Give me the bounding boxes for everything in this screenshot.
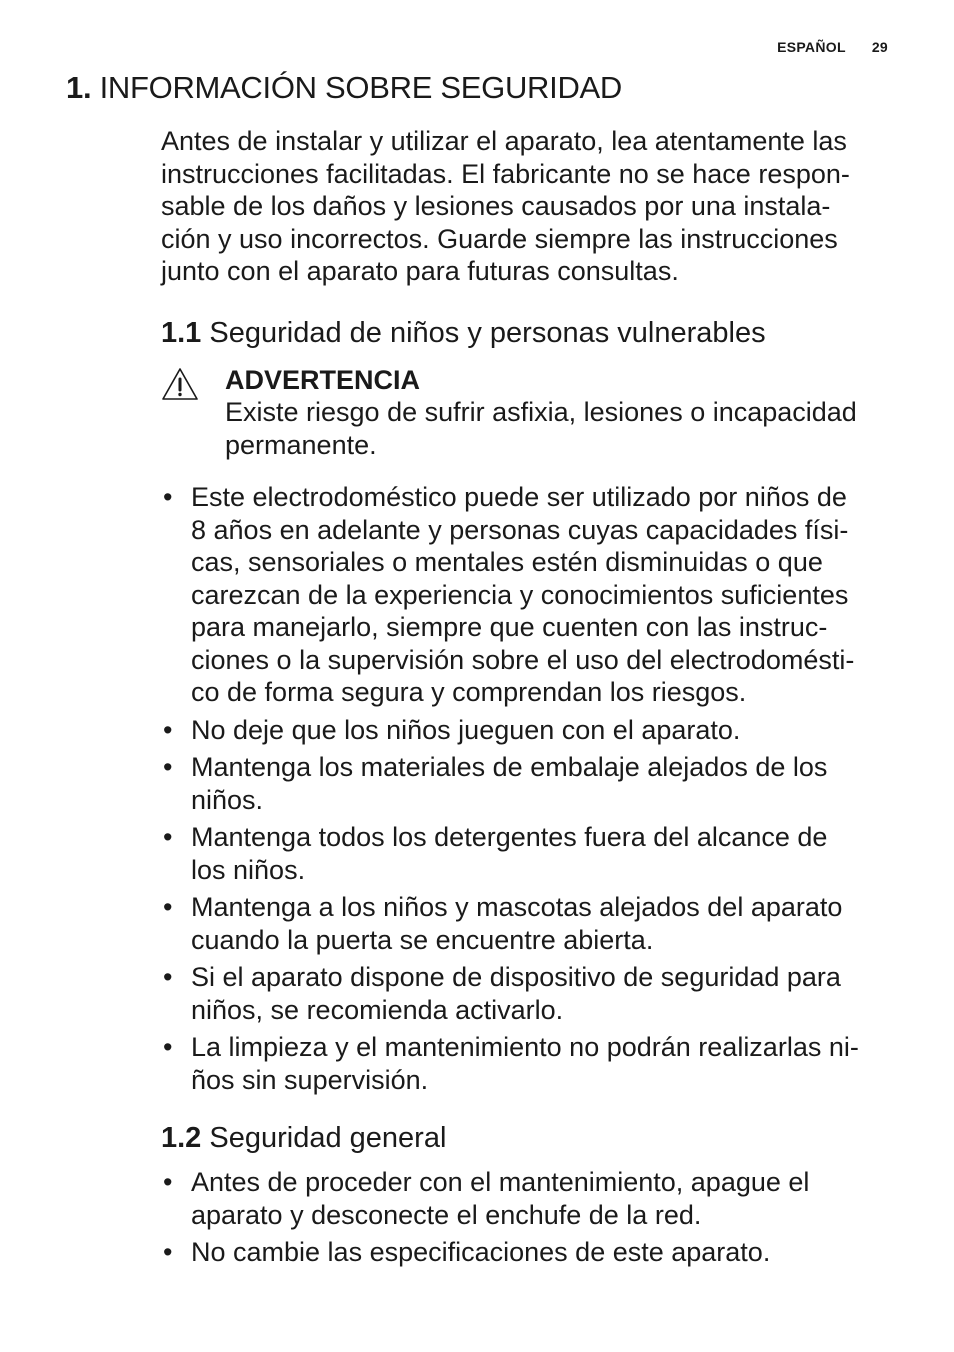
- intro-line: sable de los daños y lesiones causados por una instala-: [161, 191, 831, 221]
- list-item-line: co de forma segura y comprendan los riesgos.: [191, 677, 747, 707]
- subsection-title: Seguridad general: [209, 1122, 447, 1154]
- section-number: 1.: [66, 70, 92, 105]
- warning-line: permanente.: [225, 429, 377, 460]
- list-item: [161, 1031, 891, 1096]
- list-item-line: Este electrodoméstico puede ser utilizado por niños de: [191, 482, 847, 512]
- warning-box: [161, 364, 891, 462]
- children-safety-list: [161, 481, 891, 1096]
- subsection-number: 1.2: [161, 1122, 202, 1154]
- list-item: [161, 714, 891, 747]
- warning-triangle-icon: [161, 367, 199, 401]
- warning-title: ADVERTENCIA: [225, 364, 421, 395]
- list-item-line: ños sin supervisión.: [191, 1064, 429, 1095]
- list-item: [161, 1166, 891, 1231]
- intro-paragraph: [161, 125, 891, 288]
- list-item-line: los niños.: [191, 854, 306, 885]
- list-item-line: niños, se recomienda activarlo.: [191, 994, 564, 1025]
- section-title: INFORMACIÓN SOBRE SEGURIDAD: [99, 70, 622, 105]
- language-label: ESPAÑOL: [777, 39, 846, 55]
- general-safety-list: [161, 1166, 891, 1269]
- list-item: [161, 481, 891, 709]
- list-item-line: La limpieza y el mantenimiento no podrán realizarlas ni-: [191, 1032, 859, 1062]
- list-item-line: Mantenga los materiales de embalaje alejados de los: [191, 752, 828, 782]
- list-item-line: niños.: [191, 784, 264, 815]
- list-item-line: cas, sensoriales o mentales estén disminuidas o que: [191, 547, 823, 577]
- subsection-number: 1.1: [161, 316, 202, 349]
- subsection-heading-1-2: [161, 1120, 891, 1156]
- list-item: [161, 1236, 891, 1269]
- subsection-heading-1-1: [161, 315, 891, 351]
- list-item-line: cuando la puerta se encuentre abierta.: [191, 924, 654, 955]
- intro-line: junto con el aparato para futuras consultas.: [161, 256, 679, 286]
- intro-line: ción y uso incorrectos. Guarde siempre las instrucciones: [161, 223, 838, 254]
- list-item: [161, 821, 891, 886]
- list-item: [161, 751, 891, 816]
- list-item-line: carezcan de la experiencia y conocimientos suficientes: [191, 579, 849, 610]
- list-item-line: Mantenga a los niños y mascotas alejados del aparato: [191, 892, 843, 922]
- intro-line: Antes de instalar y utilizar el aparato, lea atentamente las: [161, 126, 847, 156]
- section-heading: [66, 70, 622, 106]
- list-item: [161, 891, 891, 956]
- list-item-line: Si el aparato dispone de dispositivo de seguridad para: [191, 962, 841, 992]
- page-content: [161, 125, 891, 1269]
- list-item-line: ciones o la supervisión sobre el uso del electrodomésti-: [191, 644, 855, 675]
- page-number: 29: [871, 39, 888, 55]
- list-item-line: No cambie las especificaciones de este aparato.: [191, 1237, 771, 1267]
- warning-text: [225, 396, 891, 461]
- page-header: [777, 39, 888, 55]
- warning-line: Existe riesgo de sufrir asfixia, lesiones o incapacidad: [225, 397, 857, 427]
- list-item-line: para manejarlo, siempre que cuenten con las instruc-: [191, 612, 828, 642]
- subsection-title: Seguridad de niños y personas vulnerables: [209, 316, 766, 349]
- list-item: [161, 961, 891, 1026]
- list-item-line: Antes de proceder con el mantenimiento, apague el: [191, 1167, 810, 1197]
- list-item-line: Mantenga todos los detergentes fuera del alcance de: [191, 822, 828, 852]
- intro-line: instrucciones facilitadas. El fabricante no se hace respon-: [161, 158, 850, 189]
- list-item-line: aparato y desconecte el enchufe de la red.: [191, 1199, 702, 1230]
- list-item-line: No deje que los niños jueguen con el aparato.: [191, 714, 741, 745]
- list-item-line: 8 años en adelante y personas cuyas capacidades físi-: [191, 514, 849, 545]
